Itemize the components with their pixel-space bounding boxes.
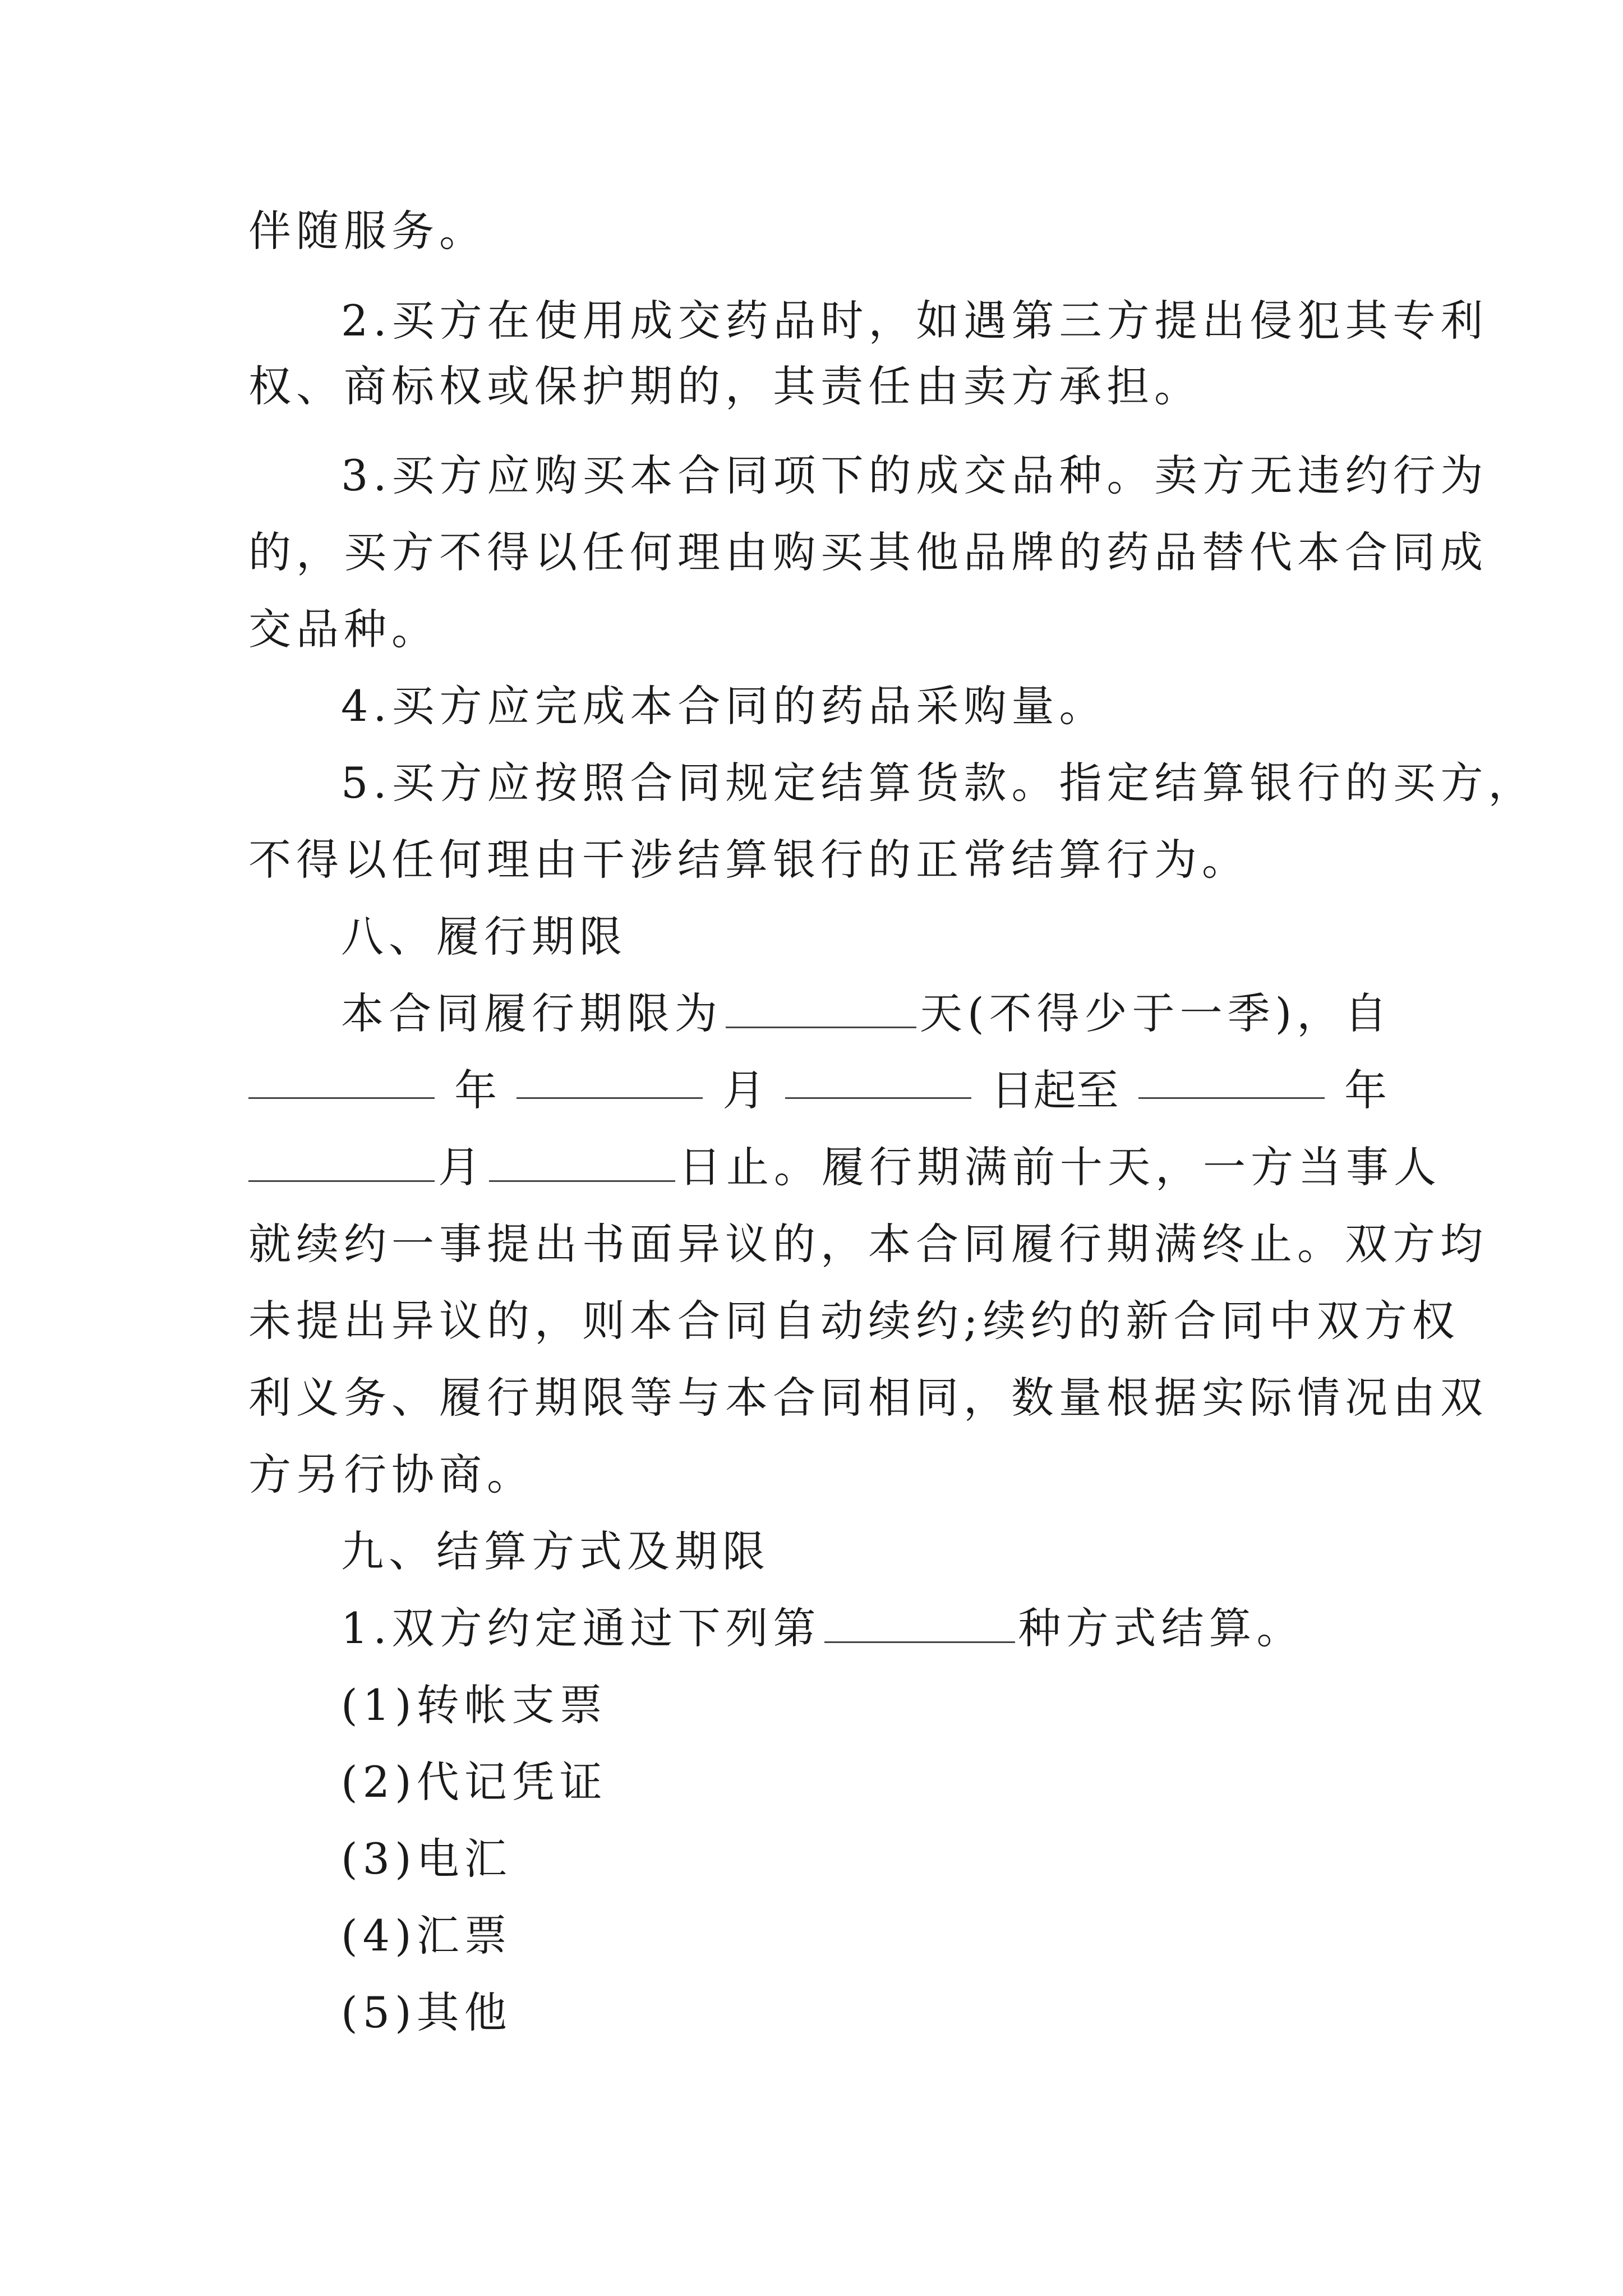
settlement-option: (2)代记凭证 [341, 1757, 607, 1807]
settlement-option: (4)汇票 [341, 1911, 512, 1961]
renewal-line-1: 就续约一事提出书面异议的，本合同履行期满终止。双方均 [248, 1219, 1488, 1269]
settlement-option: (1)转帐支票 [341, 1680, 607, 1730]
clause-3-line-1: 3.买方应购买本合同项下的成交品种。卖方无违约行为 [341, 450, 1488, 500]
end-month-blank[interactable] [248, 1145, 435, 1182]
month-label-2: 月 [438, 1142, 486, 1192]
settlement-text-a: 1.双方约定通过下列第 [341, 1603, 821, 1653]
clause-2-line-1: 2.买方在使用成交药品时，如遇第三方提出侵犯其专利 [341, 296, 1488, 346]
settlement-option: (3)电汇 [341, 1834, 512, 1884]
year-label: 年 [454, 1065, 497, 1115]
renewal-line-2: 未提出异议的，则本合同自动续约;续约的新合同中双方权 [248, 1296, 1460, 1346]
settlement-text-b: 种方式结算。 [1018, 1603, 1304, 1653]
clause-4-line: 4.买方应完成本合同的药品采购量。 [341, 681, 1107, 731]
start-year-blank[interactable] [248, 1062, 435, 1099]
renewal-line-4: 方另行协商。 [248, 1450, 534, 1499]
renewal-line-3: 利义务、履行期限等与本合同相同，数量根据实际情况由双 [248, 1373, 1488, 1423]
term-line-3 [248, 1139, 1441, 1195]
term-text-b: 天(不得少于一季)，自 [920, 988, 1393, 1038]
method-blank[interactable] [824, 1607, 1015, 1643]
clause-3-line-2: 的，买方不得以任何理由购买其他品牌的药品替代本合同成 [248, 527, 1488, 577]
term-text-c: 日止。履行期满前十天，一方当事人 [679, 1142, 1441, 1192]
day-from-label: 日起至 [990, 1065, 1119, 1115]
end-day-blank[interactable] [489, 1145, 675, 1182]
clause-5-line-1: 5.买方应按照合同规定结算货款。指定结算银行的买方， [341, 758, 1536, 808]
term-text-a: 本合同履行期限为 [341, 988, 722, 1038]
clause-5-line-2: 不得以任何理由干涉结算银行的正常结算行为。 [248, 835, 1249, 885]
settlement-option: (5)其他 [341, 1987, 512, 2037]
term-line-2 [248, 1062, 1387, 1119]
term-line-1 [341, 986, 1479, 1042]
section-9-heading: 九、结算方式及期限 [341, 1526, 770, 1576]
text-line: 伴随服务。 [248, 206, 487, 256]
end-year-blank[interactable] [1138, 1062, 1325, 1099]
start-day-blank[interactable] [785, 1062, 971, 1099]
clause-2-line-2: 权、商标权或保护期的，其责任由卖方承担。 [248, 361, 1202, 411]
year-label-2: 年 [1344, 1065, 1387, 1115]
settlement-line [341, 1600, 1387, 1657]
days-blank[interactable] [726, 992, 916, 1028]
section-8-heading: 八、履行期限 [341, 912, 627, 961]
month-label: 月 [722, 1065, 766, 1115]
clause-3-line-3: 交品种。 [248, 604, 439, 654]
start-month-blank[interactable] [517, 1062, 703, 1099]
